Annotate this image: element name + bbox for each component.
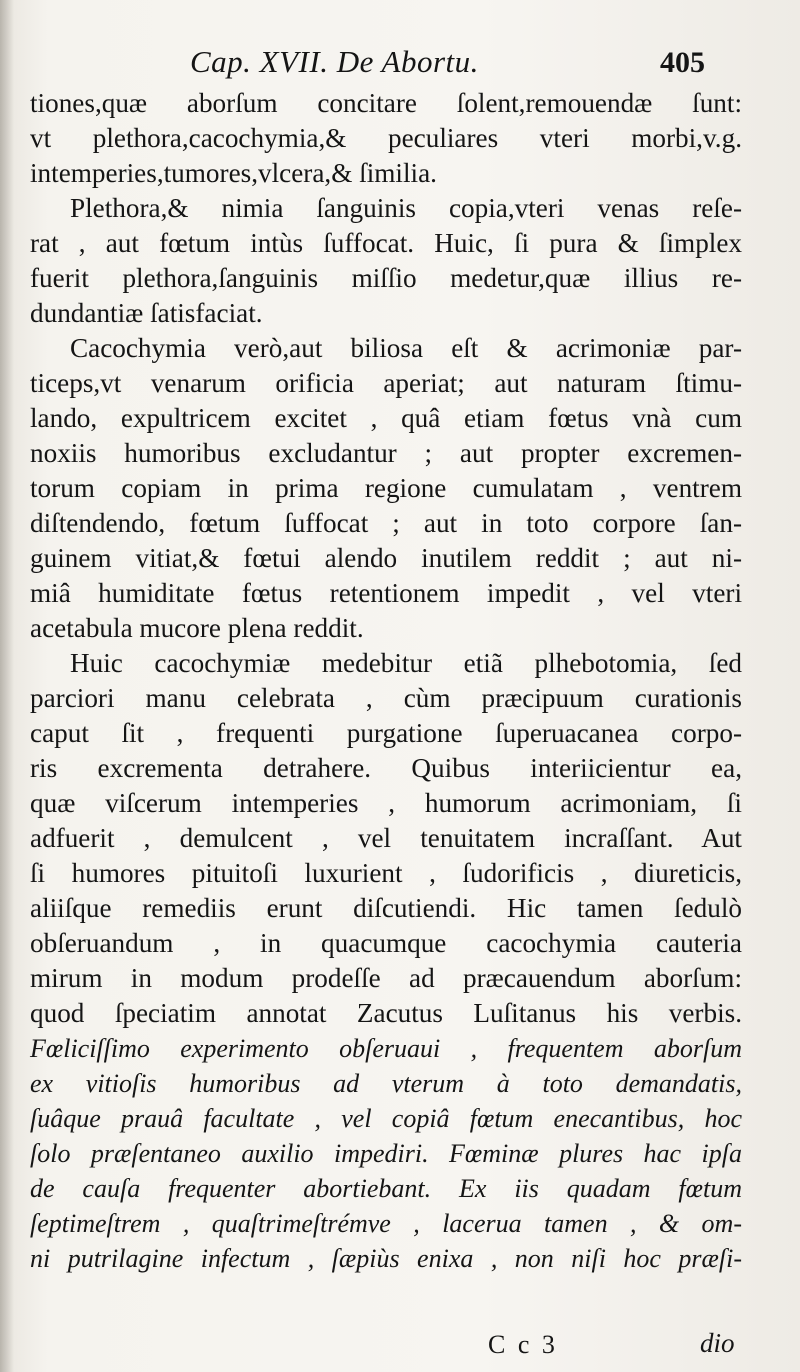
text-line: fuerit plethora,ſanguinis miſſio medetur,quæ illius re- <box>30 263 742 293</box>
page-header <box>0 40 800 90</box>
text-line: Plethora,& nimia ſanguinis copia,vteri venas reſe- <box>70 193 742 223</box>
text-line: aliiſque remediis erunt diſcutiendi. Hic tamen ſedulò <box>30 893 742 923</box>
text-line: caput ſit , frequenti purgatione ſuperuacanea corpo- <box>30 718 742 748</box>
text-line: mirum in modum prodeſſe ad præcauendum aborſum: <box>30 963 742 993</box>
text-line: ris excrementa detrahere. Quibus interiicientur ea, <box>30 753 742 783</box>
catchword: dio <box>700 1328 735 1358</box>
text-line: Cacochymia verò,aut biliosa eſt & acrimoniæ par- <box>70 333 742 363</box>
quotation-line: Fœliciſſimo experimento obſeruaui , frequentem aborſum <box>30 1034 742 1063</box>
quotation-line: ex vitioſis humoribus ad vterum à toto demandatis, <box>30 1069 742 1098</box>
page-footer <box>0 1330 800 1366</box>
text-line: ticeps,vt venarum orificia aperiat; aut naturam ſtimu- <box>30 368 742 398</box>
text-line: quæ viſcerum intemperies , humorum acrimoniam, ſi <box>30 788 742 818</box>
running-head: Cap. XVII. De Abortu. <box>190 44 479 79</box>
text-line: vt plethora,cacochymia,& peculiares vteri morbi,v.g. <box>30 123 742 153</box>
signature-mark: C c 3 <box>488 1330 558 1359</box>
text-line: tiones,quæ aborſum concitare ſolent,remouendæ ſunt: <box>30 88 742 118</box>
body-text <box>30 86 742 1276</box>
text-line: intemperies,tumores,vlcera,& ſimilia. <box>30 158 437 188</box>
gutter-shadow <box>0 0 14 1372</box>
text-line: adfuerit , demulcent , vel tenuitatem incraſſant. Aut <box>30 823 742 853</box>
page-number: 405 <box>660 46 705 79</box>
quotation-line: ſeptimeſtrem , quaſtrimeſtrémve , lacerua tamen , & om- <box>30 1209 742 1238</box>
text-line: Huic cacochymiæ medebitur etiã plhebotomia, ſed <box>70 648 742 678</box>
text-line: lando, expultricem excitet , quâ etiam fœtus vnà cum <box>30 403 742 433</box>
text-line: ſi humores pituitoſi luxurient , ſudorificis , diureticis, <box>30 858 742 888</box>
text-line: quod ſpeciatim annotat Zacutus Luſitanus his verbis. <box>30 998 742 1028</box>
text-line: torum copiam in prima regione cumulatam , ventrem <box>30 473 742 503</box>
text-line: diſtendendo, fœtum ſuffocat ; aut in toto corpore ſan- <box>30 508 742 538</box>
quotation-line: ſolo præſentaneo auxilio impediri. Fœminæ plures hac ipſa <box>30 1139 742 1168</box>
text-line: obſeruandum , in quacumque cacochymia cauteria <box>30 928 742 958</box>
text-line: noxiis humoribus excludantur ; aut propter excremen- <box>30 438 742 468</box>
text-line: rat , aut fœtum intùs ſuffocat. Huic, ſi pura & ſimplex <box>30 228 742 258</box>
text-line: miâ humiditate fœtus retentionem impedit , vel vteri <box>30 578 742 608</box>
text-line: guinem vitiat,& fœtui alendo inutilem reddit ; aut ni- <box>30 543 742 573</box>
text-line: dundantiæ ſatisfaciat. <box>30 298 263 328</box>
quotation-line: ſuâque prauâ facultate , vel copiâ fœtum enecantibus, hoc <box>30 1104 742 1133</box>
quotation-line: de cauſa frequenter abortiebant. Ex iis quadam fœtum <box>30 1174 742 1203</box>
quotation-line: ni putrilagine infectum , ſæpiùs enixa , non niſi hoc præſi- <box>30 1244 742 1273</box>
text-line: parciori manu celebrata , cùm præcipuum curationis <box>30 683 742 713</box>
text-line: acetabula mucore plena reddit. <box>30 613 364 643</box>
